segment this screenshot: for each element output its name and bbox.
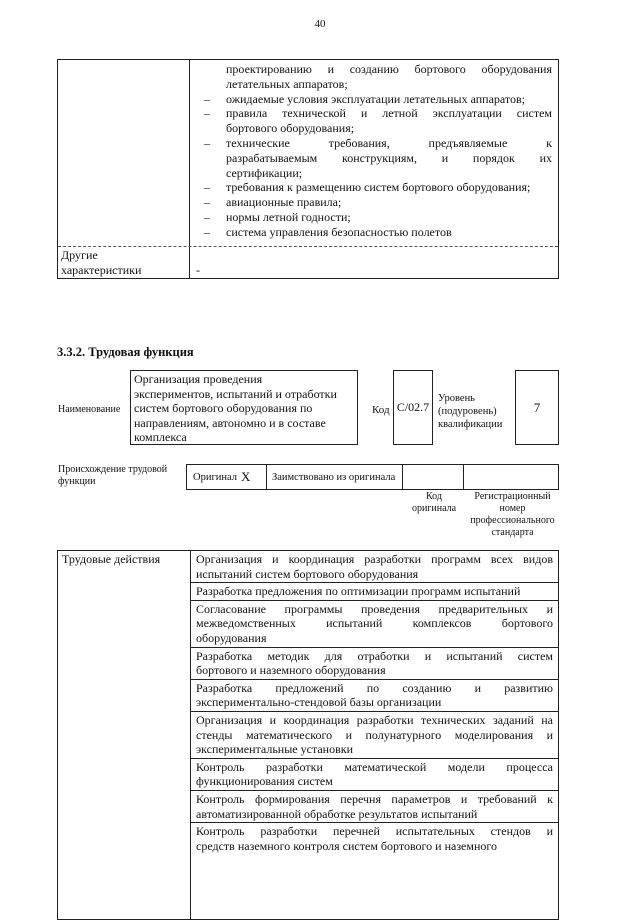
text-line: Разработка предложений по созданию и развитию — [196, 680, 553, 695]
dash-marker: – — [204, 224, 210, 239]
dash-marker: – — [204, 91, 210, 106]
text-line: автоматизированной обработке результатов испытаний — [196, 806, 478, 821]
text-line: летательных аппаратов; — [226, 76, 348, 91]
qualification-level-box — [515, 370, 559, 445]
borrowed-cell — [267, 465, 403, 489]
text-line: Контроль разработки математической модели процесса — [196, 759, 553, 774]
text-line: Организация и координация разработки программ всех видов — [196, 552, 553, 566]
caption-line: Код — [426, 491, 442, 502]
function-name-line: направлениям, автономно и в составе — [134, 415, 326, 430]
registration-number-caption — [466, 491, 559, 539]
labor-action-row — [191, 583, 558, 601]
labor-actions-label: Трудовые действия — [62, 552, 161, 566]
original-cell — [187, 465, 267, 489]
qualification-level-label — [438, 392, 502, 431]
list-item — [198, 195, 552, 210]
text-line: разрабатываемым конструкциям, и порядок их — [226, 150, 552, 165]
row-divider — [58, 246, 558, 247]
labor-action-row — [191, 759, 558, 791]
registration-number-cell — [464, 465, 558, 489]
text-line: средств наземного контроля систем бортового и наземного — [196, 838, 498, 853]
text-line: межведомственных испытаний комплексов бортового — [196, 616, 553, 631]
labor-actions-list — [191, 551, 558, 854]
function-name-line: комплекса — [134, 430, 187, 445]
original-code-caption — [402, 491, 466, 515]
function-name-box — [130, 370, 358, 445]
text-line: сертификации; — [226, 165, 303, 180]
function-code: C/02.7 — [396, 400, 430, 414]
function-code-box — [393, 370, 433, 445]
function-name-line: систем бортового оборудования по — [134, 401, 313, 416]
other-characteristics-value: - — [196, 263, 200, 277]
origin-table — [186, 464, 559, 490]
text-line: технические требования, предъявляемые к — [226, 135, 552, 150]
text-line: авиационные правила; — [226, 195, 342, 210]
labor-action-row — [191, 712, 558, 759]
text-line: ожидаемые условия эксплуатации летательных аппаратов; — [226, 91, 526, 106]
list-item — [198, 62, 552, 92]
original-label: Оригинал — [193, 471, 237, 483]
qualification-level: 7 — [533, 399, 541, 415]
labor-action-row — [191, 551, 558, 583]
function-name-line: экспериментов, испытаний и отработки — [134, 386, 337, 401]
text-line: Организация и координация разработки технических заданий на — [196, 712, 553, 727]
text-line: экспериментальные установки — [196, 742, 353, 757]
labor-action-row — [191, 823, 558, 854]
other-characteristics-label: Другие характеристики — [61, 248, 142, 277]
caption-line: номер — [499, 503, 526, 514]
labor-action-row — [191, 791, 558, 823]
text-line: оборудования — [196, 630, 267, 645]
code-label: Код — [372, 404, 390, 416]
text-line: экспериментально-стендовой базы организации — [196, 695, 442, 710]
text-line: Согласование программы проведения предварительных и — [196, 601, 553, 616]
text-line: функционирования систем — [196, 774, 333, 789]
labor-action-row — [191, 680, 558, 712]
text-line: бортового и наземного оборудования — [196, 663, 386, 678]
text-line: нормы летной годности; — [226, 209, 351, 224]
list-item — [198, 106, 552, 136]
original-mark: X — [241, 469, 251, 484]
text-line: бортового оборудования; — [226, 121, 355, 136]
list-item — [198, 136, 552, 180]
borrowed-label: Заимствовано из оригинала — [272, 471, 396, 483]
text-line: стенды математического и полунатурного моделирования и — [196, 727, 553, 742]
text-line: Контроль формирования перечня параметров и требований к — [196, 791, 553, 806]
text-line: правила технической и летной эксплуатации систем — [226, 106, 552, 121]
dash-marker: – — [204, 106, 210, 121]
dash-marker: – — [204, 195, 210, 210]
text-line: Контроль разработки перечней испытательных стендов и — [196, 824, 553, 839]
list-item — [198, 210, 552, 225]
caption-line: профессионального — [470, 515, 555, 526]
list-item — [198, 180, 552, 195]
text-line: испытаний систем бортового оборудования — [196, 566, 419, 581]
caption-line: Регистрационный — [474, 491, 551, 502]
page-number: 40 — [314, 18, 326, 30]
labor-actions-table — [57, 550, 559, 920]
level-label-line: Уровень — [438, 393, 475, 404]
original-code-cell — [403, 465, 464, 489]
dash-marker: – — [204, 209, 210, 224]
text-line: требования к размещению систем бортового оборудования; — [226, 180, 531, 195]
level-label-line: квалификации — [438, 419, 503, 430]
caption-line: стандарта — [491, 527, 534, 538]
dash-marker: – — [204, 135, 210, 150]
text-line: Разработка предложения по оптимизации программ испытаний — [196, 584, 521, 599]
section-heading: 3.3.2. Трудовая функция — [57, 345, 194, 359]
origin-label-line: функции — [58, 476, 96, 487]
knowledge-list — [198, 62, 552, 240]
name-label: Наименование — [58, 404, 121, 415]
text-line: Разработка методик для отработки и испытаний систем — [196, 648, 553, 663]
origin-label-line: Происхождение трудовой — [58, 464, 168, 475]
labor-action-row — [191, 648, 558, 680]
dash-marker: – — [204, 180, 210, 195]
text-line: система управления безопасностью полетов — [226, 224, 452, 239]
list-item — [198, 92, 552, 107]
caption-line: оригинала — [411, 503, 457, 514]
function-name-line: Организация проведения — [134, 372, 263, 386]
labor-action-row — [191, 601, 558, 648]
origin-label — [58, 464, 167, 488]
level-label-line: (подуровень) — [438, 406, 497, 417]
list-item — [198, 225, 552, 240]
text-line: проектированию и созданию бортового оборудования — [226, 62, 552, 76]
characteristics-table — [57, 59, 559, 279]
